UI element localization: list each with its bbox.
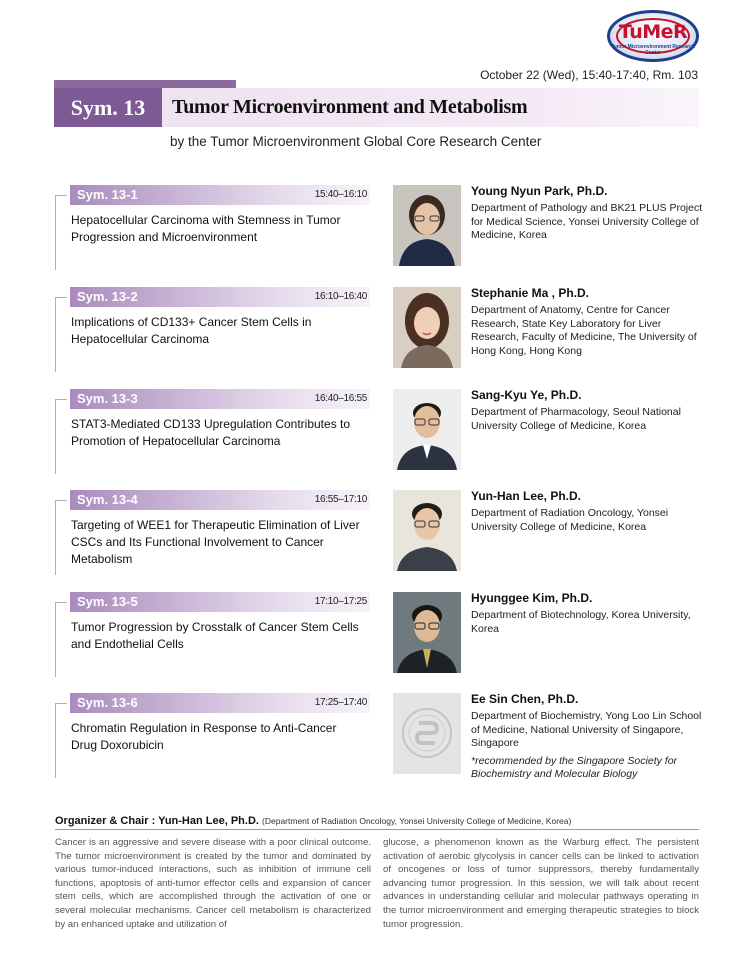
- speaker-name: Yun-Han Lee, Ph.D.: [471, 489, 582, 503]
- speaker-name: Hyunggee Kim, Ph.D.: [471, 591, 593, 605]
- speaker-info: [471, 489, 706, 534]
- speaker-affiliation: Department of Pathology and BK21 PLUS Project for Medical Science, Yonsei University College of Medicine, Korea: [471, 202, 703, 241]
- organizer-line: [55, 815, 571, 827]
- speaker-photo: [393, 185, 461, 266]
- talk-title: Hepatocellular Carcinoma with Stemness in Tumor Progression and Microenvironment: [71, 213, 341, 244]
- speaker-affiliation: Department of Pharmacology, Seoul National University College of Medicine, Korea: [471, 406, 681, 432]
- talk-title: Implications of CD133+ Cancer Stem Cells in Hepatocellular Carcinoma: [71, 315, 312, 346]
- speaker-info: [471, 692, 706, 782]
- session-bracket: [55, 297, 67, 372]
- speaker-photo: [393, 592, 461, 673]
- session-block: [55, 490, 370, 575]
- session-tag: Sym. 13-2: [77, 289, 138, 304]
- portrait-woman-icon: [393, 185, 461, 266]
- session-block: [55, 693, 370, 778]
- session-block: [55, 389, 370, 474]
- session-time: 16:40–16:55: [314, 393, 367, 404]
- portrait-man-icon: [393, 490, 461, 571]
- talk-title: STAT3-Mediated CD133 Upregulation Contributes to Promotion of Hepatocellular Carcinoma: [71, 417, 351, 448]
- speaker-photo: [393, 287, 461, 368]
- society-seal-icon: [393, 693, 461, 774]
- speaker-info: [471, 388, 706, 433]
- session-time: 15:40–16:10: [314, 189, 367, 200]
- session-bracket: [55, 399, 67, 474]
- speaker-name: Ee Sin Chen, Ph.D.: [471, 692, 579, 706]
- talk-title: Tumor Progression by Crosstalk of Cancer Stem Cells and Endothelial Cells: [71, 620, 359, 651]
- speaker-info: [471, 184, 706, 243]
- tumer-logo: [607, 10, 699, 62]
- date-time-room: October 22 (Wed), 15:40-17:40, Rm. 103: [480, 68, 698, 82]
- portrait-man-icon: [393, 389, 461, 470]
- session-bracket: [55, 703, 67, 778]
- session-bracket: [55, 195, 67, 270]
- logo-text: TuMeR: [618, 21, 688, 43]
- organizer-label: Organizer & Chair : Yun-Han Lee, Ph.D.: [55, 815, 259, 827]
- talk-title: Targeting of WEE1 for Therapeutic Elimination of Liver CSCs and Its Functional Involvement to Cancer Metabolism: [71, 518, 360, 566]
- logo-subtext: Tumor Microenvironment Research Center: [611, 44, 695, 56]
- badge-accent-bar: [54, 80, 236, 88]
- session-bracket: [55, 602, 67, 677]
- talk-title: Chromatin Regulation in Response to Anti-Cancer Drug Doxorubicin: [71, 721, 337, 752]
- speaker-affiliation: Department of Radiation Oncology, Yonsei University College of Medicine, Korea: [471, 507, 669, 533]
- session-time: 16:10–16:40: [314, 291, 367, 302]
- page-subtitle: by the Tumor Microenvironment Global Core Research Center: [170, 134, 542, 149]
- abstract-right-column: glucose, a phenomenon known as the Warburg effect. The persistent activation of aerobic glycolysis in cancer cells can be linked to activation of oncogenes or loss of tumor suppressors, thereby fundamentally advancing tumor progression. In this session, we will talk about recent advances in understanding cellular and molecular pathways operating in the tumor microenvironment and emerging therapeutic strategies to block tumor progression.: [383, 837, 699, 930]
- session-time: 17:10–17:25: [314, 596, 367, 607]
- speaker-name: Sang-Kyu Ye, Ph.D.: [471, 388, 582, 402]
- abstract-left-column: Cancer is an aggressive and severe disease with a poor clinical outcome. The tumor microenvironment is created by the tumor and dominated by various tumor-induced interactions, such as inhibition of immune cell functions, apoptosis of anti-tumor effector cells and expansion of cancer stem cells, which are accomplished through the activation of one or several molecular mechanisms. Cancer cell metabolism is characterized by an enhanced uptake and utilization of: [55, 837, 371, 930]
- session-tag: Sym. 13-5: [77, 594, 138, 609]
- portrait-woman-icon: [393, 287, 461, 368]
- session-tag: Sym. 13-3: [77, 391, 138, 406]
- speaker-affiliation: Department of Biochemistry, Yong Loo Lin School of Medicine, National University of Singapore, Singapore: [471, 710, 702, 749]
- session-tag: Sym. 13-6: [77, 695, 138, 710]
- portrait-man-icon: [393, 592, 461, 673]
- session-tag: Sym. 13-1: [77, 187, 138, 202]
- session-time: 16:55–17:10: [314, 494, 367, 505]
- session-tag: Sym. 13-4: [77, 492, 138, 507]
- session-block: [55, 287, 370, 372]
- speaker-info: [471, 286, 706, 358]
- speaker-photo: [393, 693, 461, 774]
- speaker-affiliation: Department of Biotechnology, Korea University, Korea: [471, 609, 691, 635]
- speaker-name: Young Nyun Park, Ph.D.: [471, 184, 608, 198]
- divider: [55, 829, 699, 830]
- speaker-photo: [393, 389, 461, 470]
- session-block: [55, 185, 370, 270]
- organizer-dept: (Department of Radiation Oncology, Yonsei University College of Medicine, Korea): [262, 816, 572, 826]
- speaker-info: [471, 591, 706, 636]
- session-time: 17:25–17:40: [314, 697, 367, 708]
- symposium-badge: Sym. 13: [54, 88, 162, 127]
- speaker-affiliation: Department of Anatomy, Centre for Cancer Research, State Key Laboratory for Liver Research, Faculty of Medicine, The University of Hong Kong, Hong Kong: [471, 304, 697, 357]
- speaker-name: Stephanie Ma , Ph.D.: [471, 286, 590, 300]
- session-block: [55, 592, 370, 677]
- page-title: Tumor Microenvironment and Metabolism: [172, 96, 528, 118]
- recommendation-note: *recommended by the Singapore Society for Biochemistry and Molecular Biology: [471, 754, 678, 780]
- speaker-photo: [393, 490, 461, 571]
- session-bracket: [55, 500, 67, 575]
